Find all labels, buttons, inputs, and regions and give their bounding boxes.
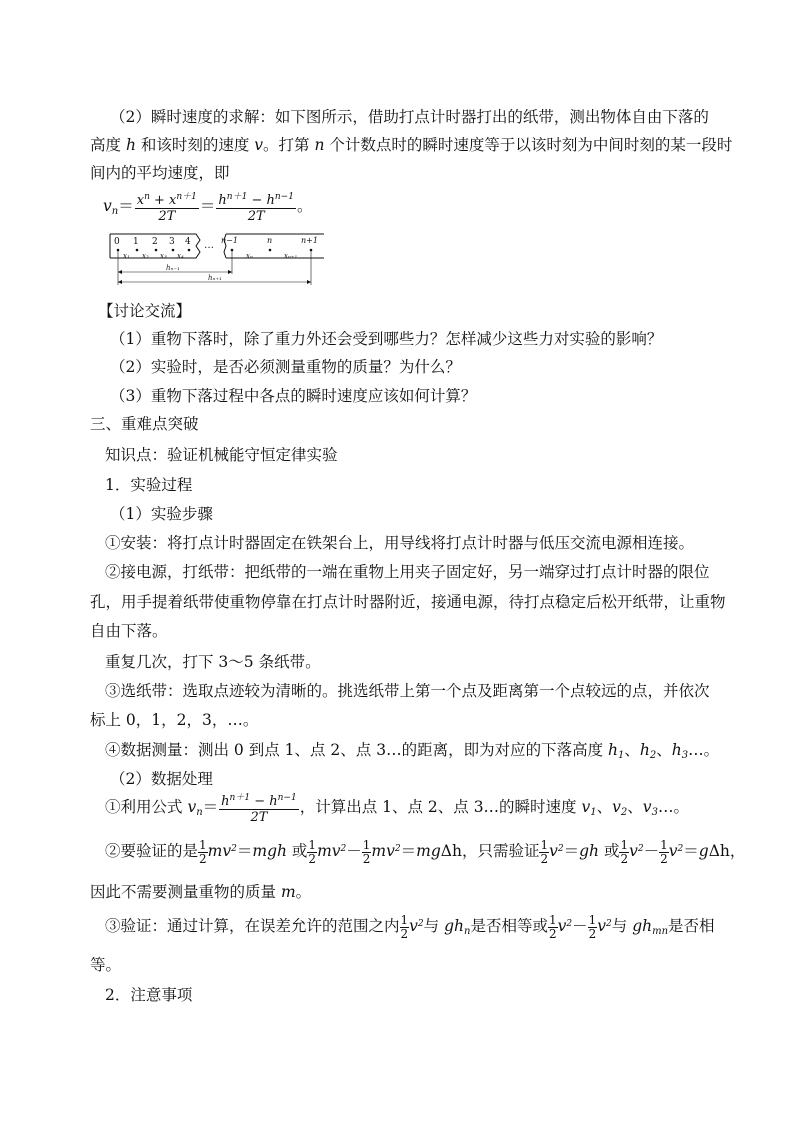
half-fraction: $\frac{1}{2}$ [660, 837, 668, 866]
den: 2T [247, 209, 265, 224]
tape-ellipsis: … [204, 240, 214, 251]
tape-point-labels [114, 236, 318, 251]
half-fraction: $\frac{1}{2}$ [308, 837, 317, 866]
num: h [218, 193, 227, 208]
num: + x [149, 193, 177, 208]
step-measure: ④数据测量：测出 0 到点 1、点 2、点 3…的距离，即为对应的下落高度 $h_1$、$h_2$、$h_3\dots$。 [105, 741, 720, 761]
text: ④数据测量：测出 0 到点 1、点 2、点 3…的距离，即为对应的下落高度 [105, 741, 609, 759]
text: 因此不需要测量重物的质量 [90, 883, 281, 901]
den: 2T [250, 810, 268, 825]
text: 高度 [90, 136, 126, 154]
text: 。打第 [263, 136, 315, 154]
mv2: $mv^2$ [371, 842, 401, 860]
equals: ＝ [199, 197, 216, 215]
half-fraction: $\frac{1}{2}$ [400, 912, 409, 941]
var-vn: $v_n$ [187, 798, 203, 818]
data-step-3-line2: 等。 [90, 956, 122, 974]
text: …。 [657, 798, 689, 816]
text: ＝ [683, 842, 699, 860]
point-label: 0 [114, 237, 120, 247]
segment-label: x₃ [160, 252, 167, 260]
var-h2: $h_2$ [639, 741, 657, 761]
text: 是否相等或 [470, 917, 548, 935]
fraction-x [135, 190, 199, 224]
tape-segment-labels [123, 252, 297, 260]
text: 。 [295, 883, 312, 901]
step-select-line1: ③选纸带：选取点迹较为清晰的。挑选纸带上第一个点及距离第一个点较远的点，并依次 [105, 682, 710, 700]
text: ，只需验证 [461, 842, 540, 860]
var-h: h [125, 136, 136, 154]
point-label: 4 [185, 237, 191, 247]
segment-label: x₂ [142, 252, 149, 260]
data-step-3: ③验证：通过计算，在误差允许的范围之内 $\frac{1}{2}$ $v^2$与 $gh_n$是否相等或 $\frac{1}{2}$ $v^2-$ $\frac{1}{2}$ $v^2$与 $gh_{mn}$是否相 [105, 912, 715, 941]
para-instant-velocity-line3 [90, 163, 230, 183]
segment-label: x₁ [123, 252, 130, 260]
var-h1: $h_1$ [608, 741, 625, 761]
text: 是否相 [668, 917, 715, 935]
text: ②要验证的是 [105, 842, 199, 860]
tape-dots-left [117, 249, 191, 252]
repeat-note: 重复几次，打下 3～5 条纸带。 [105, 653, 321, 671]
point-label: 3 [169, 237, 175, 247]
v2: $v^2$ [668, 842, 684, 860]
text: ①利用公式 [105, 798, 188, 816]
text: ＝ [563, 842, 580, 860]
var-v: v [254, 136, 264, 154]
segment-label: xₙ₊₁ [284, 252, 298, 260]
text: ＝ [236, 842, 253, 860]
var-m: m [280, 883, 296, 901]
sup: n−1 [274, 192, 294, 202]
v2: $v^2$ [549, 842, 564, 860]
half-fraction: $\frac{1}{2}$ [548, 912, 557, 941]
var-v2: $v_2$ [612, 798, 628, 818]
text: （2）瞬时速度的求解：如下图所示，借助打点计时器打出的纸带，测出物体自由下落的 [110, 108, 709, 126]
formula-lhs-sub: n [111, 206, 119, 217]
tape-dot [117, 249, 120, 252]
step-select-line2: 标上 0，1，2，3，…。 [90, 711, 259, 729]
half-fraction: $\frac{1}{2}$ [588, 912, 597, 941]
gh: gh [579, 842, 600, 860]
minus: － [346, 842, 362, 860]
v2: $v^2$ [557, 917, 573, 935]
para-instant-velocity-line1 [110, 107, 709, 127]
discussion-q2: （2）实验时，是否必须测量重物的质量？为什么？ [110, 358, 461, 376]
point-label: n+1 [301, 236, 318, 245]
g: g [698, 842, 709, 860]
step-power-line3: 自由下落。 [90, 622, 168, 640]
den: 2T [158, 209, 176, 224]
text: ，计算出点 1、点 2、点 3…的瞬时速度 [299, 798, 582, 816]
fraction-h [219, 791, 299, 825]
delta-h: Δh [440, 842, 462, 860]
text: ＝ [400, 842, 417, 860]
point-label: 1 [133, 237, 139, 247]
discussion-q3: （3）重物下落过程中各点的瞬时速度应该如何计算？ [110, 387, 477, 405]
v2: $v^2$ [597, 917, 612, 935]
tape-dots-right [231, 249, 313, 252]
tape-dot [188, 249, 191, 252]
tape-dot [310, 249, 313, 252]
text: 和该时刻的速度 [135, 136, 255, 154]
fraction-h [216, 190, 296, 224]
text: ③验证：通过计算，在误差允许的范围之内 [105, 917, 400, 935]
v2: $v^2$ [629, 842, 644, 860]
text: 与 [611, 917, 633, 935]
var-v1: $v_1$ [581, 798, 597, 818]
tape-dot [172, 249, 175, 252]
discussion-q1: （1）重物下落时，除了重力外还会受到哪些力？怎样减少这些力对实验的影响？ [110, 330, 663, 348]
ghn: $gh_n$ [444, 917, 471, 937]
var-h3: $h_3$ [671, 741, 689, 761]
formula-lhs: v [103, 197, 112, 215]
h-n+1-label: hₙ₊₁ [208, 274, 222, 282]
half-fraction: $\frac{1}{2}$ [362, 837, 371, 866]
vn2: $v^2$ [409, 917, 424, 935]
tape-dot [136, 249, 139, 252]
sup: n＋1 [176, 192, 197, 202]
half-fraction: $\frac{1}{2}$ [620, 837, 629, 866]
period: 。 [296, 197, 313, 215]
part3-title: 三、重难点突破 [90, 415, 199, 433]
step-power-line1: ②接电源，打纸带：把纸带的一端在重物上用夹子固定好，另一端穿过打点计时器的限位 [105, 563, 710, 581]
text: ， [729, 842, 746, 860]
tape-dot [231, 249, 234, 252]
tape-dot [155, 249, 158, 252]
half-fraction: $\frac{1}{2}$ [199, 837, 207, 866]
var-n: n [314, 136, 325, 154]
mg: mg [416, 842, 441, 860]
segment-label: x₄ [177, 252, 184, 260]
sup: n＋1 [226, 192, 248, 202]
mgh: mgh [252, 842, 287, 860]
heading-notes: 2．注意事项 [105, 986, 193, 1004]
velocity-formula [103, 190, 312, 224]
data-step-2-line2 [90, 882, 311, 902]
para-instant-velocity-line2 [90, 135, 732, 155]
heading-data: （2）数据处理 [110, 770, 213, 788]
mv2: $mv^2$ [207, 842, 237, 860]
heading-steps: （1）实验步骤 [110, 505, 213, 523]
sup: n [144, 192, 150, 202]
num: $h^{n+1} - h^{n-1}$ [221, 793, 297, 809]
ghmn: $gh_{mn}$ [632, 917, 669, 937]
paper-tape-diagram [108, 230, 330, 290]
var-v3: $v_3$ [642, 798, 658, 818]
text: 个计数点时的瞬时速度等于以该时刻为中间时刻的某一段时 [324, 136, 733, 154]
text: 与 [423, 917, 445, 935]
point-label: n [267, 236, 273, 245]
text: 或 [286, 842, 308, 860]
text: 间内的平均速度，即 [90, 164, 230, 182]
knowledge-point: 知识点：验证机械能守恒定律实验 [105, 446, 338, 464]
step-install: ①安装：将打点计时器固定在铁架台上，用导线将打点计时器与低压交流电源相连接。 [105, 534, 695, 552]
heading-process: 1．实验过程 [105, 476, 193, 494]
num: x [136, 193, 145, 208]
point-label: n−1 [221, 236, 238, 245]
segment-label: xₙ [246, 252, 253, 260]
step-power-line2: 孔，用手提着纸带使重物停靠在打点计时器附近，接通电源，待打点稳定后松开纸带，让重物 [90, 593, 726, 611]
delta-h: Δh [708, 842, 730, 860]
tape-dot [269, 249, 272, 252]
half-fraction: $\frac{1}{2}$ [540, 837, 549, 866]
point-label: 2 [152, 237, 158, 247]
discussion-title: 【讨论交流】 [98, 302, 192, 320]
text: 或 [599, 842, 620, 860]
text: …。 [688, 741, 720, 759]
data-step-1: ①利用公式 $v_n=$ $\frac{h^{n+1} - h^{n-1}}{2T}$ ，计算出点 1、点 2、点 3…的瞬时速度 $v_1$、$v_2$、$v_3\dots$。 [105, 793, 689, 825]
h-n-1-label: hₙ₋₁ [166, 264, 180, 272]
data-step-2: ②要验证的是 $\frac{1}{2}$ $mv^2=mgh$ 或 $\frac{1}{2}$ $mv^2-$ $\frac{1}{2}$ $mv^2=mg\Delta h$，只需验证 $\frac{1}{2}$ $v^2=gh$ 或 $\frac{1}{2}$ $v^2-$ $\frac{1}{2}$ $v^2=g\Delta h$， [105, 837, 746, 866]
mv2: $mv^2$ [317, 842, 347, 860]
num: − h [247, 193, 275, 208]
equals: ＝ [118, 197, 134, 215]
